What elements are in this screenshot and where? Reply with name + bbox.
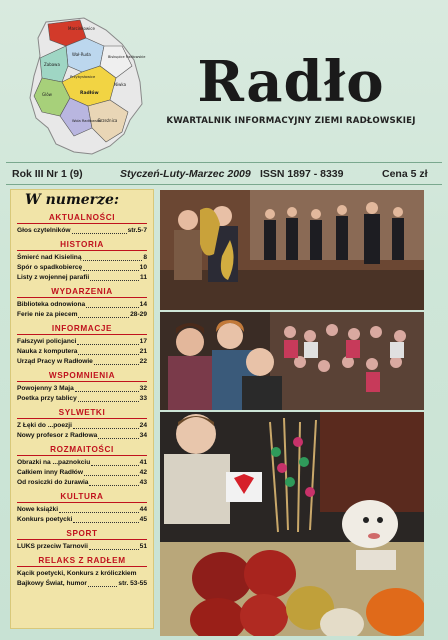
toc-leader-dots [88,579,117,587]
toc-entry-title: Kącik poetycki, Konkurs z króliczkiem [17,570,137,577]
toc-sections [17,213,147,589]
map-label: Glów [42,92,52,97]
toc-entry [17,458,147,468]
map-label: Niwka [114,82,127,87]
toc-leader-dots [59,505,139,513]
photo-brass-band [160,190,424,310]
toc-section [17,408,147,441]
toc-section-title: INFORMACJE [17,324,147,335]
toc-leader-dots [77,337,138,345]
toc-entry [17,478,147,488]
toc-entry-page: 51 [139,543,147,550]
toc-entry-page: 24 [139,422,147,429]
toc-leader-dots [83,253,143,261]
toc-entry-page: 22 [139,358,147,365]
toc-section [17,556,147,589]
toc-leader-dots [89,478,138,486]
toc-leader-dots [78,310,129,318]
map-label: Radłów [80,91,99,96]
toc-entry-page: 10 [139,264,147,271]
toc-leader-dots [78,394,139,402]
toc-section-title: KULTURA [17,492,147,503]
map-label: Wola Radłowska [72,119,102,123]
toc-section-title: WYDARZENIA [17,287,147,298]
toc-entry-page: 32 [139,385,147,392]
toc-entry [17,579,147,589]
toc-entry-title: Śmierć nad Kisieliną [17,254,82,261]
toc-leader-dots [73,515,138,523]
toc-leader-dots [75,384,139,392]
toc-entry [17,253,147,263]
toc-leader-dots [90,273,139,281]
toc-leader-dots [78,347,138,355]
toc-section-title: HISTORIA [17,240,147,251]
toc-entry-title: Nowy profesor z Radłowa [17,432,98,439]
toc-entry-page: str.5-7 [127,227,147,234]
toc-entry [17,300,147,310]
map-label: Przybysławice [70,75,96,79]
toc-entry-page: 28-29 [130,311,147,318]
toc-entry-title: Poetka przy tablicy [17,395,77,402]
toc-entry-page: 33 [139,395,147,402]
toc-section [17,371,147,404]
toc-entry-title: Od rosiczki do żurawia [17,479,89,486]
toc-leader-dots [86,300,139,308]
toc-entry-page: 44 [139,506,147,513]
toc-entry-title: Nowe książki [17,506,59,513]
toc-entry-page: 14 [139,301,147,308]
map-label: Biskupice Radłowskie [108,55,146,59]
toc-entry-title: Obrazki na ...paznokciu [17,459,91,466]
toc-section [17,492,147,525]
toc-entry [17,347,147,357]
toc-entry-title: LUKS przeciw Tarnovii [17,543,88,550]
toc-entry-title: Ferie nie za piecem [17,311,78,318]
toc-entry-page: 8 [143,254,147,261]
toc-leader-dots [91,458,138,466]
issn: ISSN 1897 - 8339 [260,168,344,180]
toc-entry [17,468,147,478]
toc-section [17,287,147,320]
toc-entry [17,337,147,347]
toc-entry-title: Całkiem inny Radłów [17,469,83,476]
toc-entry-title: Głos czytelników [17,227,71,234]
toc-entry [17,357,147,367]
toc-entry-title: Spór o spadkobiercę [17,264,83,271]
toc-section-title: SYLWETKI [17,408,147,419]
magazine-title: Radło [197,49,385,115]
divider [6,184,442,185]
toc-leader-dots [98,431,138,439]
toc-entry-title: Urząd Pracy w Radłowie [17,358,93,365]
toc-entry-title: Fałszywi policjanci [17,338,77,345]
toc-section-title: AKTUALNOŚCI [17,213,147,224]
toc-entry-page: 34 [139,432,147,439]
toc-entry-title: Biblioteka odnowiona [17,301,86,308]
toc-entry [17,421,147,431]
toc-entry-title: Powojenny 3 Maja [17,385,74,392]
toc-heading: W numerze: [25,192,120,208]
toc-section [17,324,147,367]
toc-entry [17,384,147,394]
toc-leader-dots [94,357,139,365]
issue-info-bar [8,168,440,182]
toc-entry [17,394,147,404]
toc-entry [17,505,147,515]
toc-section [17,213,147,236]
toc-leader-dots [72,226,127,234]
toc-entry [17,310,147,320]
toc-entry-title: Bajkowy Świat, humor [17,580,87,587]
toc-entry [17,431,147,441]
map-label: Marcinkowice [68,26,95,31]
toc-entry [17,226,147,236]
toc-entry-title: Z Łęki do ...poezji [17,422,72,429]
magazine-subtitle: KWARTALNIK INFORMACYJNY ZIEMI RADŁOWSKIEJ [166,116,416,126]
toc-entry-title: Nauka z komputera [17,348,78,355]
table-of-contents [10,189,154,629]
toc-section-title: SPORT [17,529,147,540]
price: Cena 5 zł [382,168,428,180]
toc-leader-dots [83,263,138,271]
toc-entry-page: 11 [140,274,147,281]
toc-entry-page: 21 [139,348,147,355]
toc-section [17,240,147,283]
toc-entry [17,273,147,283]
toc-section [17,445,147,488]
toc-entry-page: 42 [139,469,147,476]
toc-entry [17,263,147,273]
toc-section-title: RELAKS Z RADŁEM [17,556,147,567]
toc-entry-page: 41 [139,459,147,466]
map-label: Brzeźnica [98,118,118,123]
toc-section-title: ROZMAITOŚCI [17,445,147,456]
region-map [26,16,146,158]
divider [6,162,442,163]
toc-entry [17,515,147,525]
masthead [0,0,448,160]
toc-section [17,529,147,552]
toc-entry [17,542,147,552]
toc-entry [17,569,147,579]
issue-number: Rok III Nr 1 (9) [12,168,83,180]
toc-entry-title: Listy z wojennej parafii [17,274,90,281]
photo-children-group [160,312,424,410]
issue-months: Styczeń-Luty-Marzec 2009 [120,168,251,180]
toc-leader-dots [84,468,139,476]
toc-entry-page: str. 53-55 [118,580,147,587]
toc-entry-page: 17 [139,338,147,345]
toc-section-title: WSPOMNIENIA [17,371,147,382]
photo-easter-decorations [160,412,424,636]
map-label: Wał-Ruda [72,52,91,57]
toc-leader-dots [73,421,139,429]
toc-entry-title: Konkurs poetycki [17,516,73,523]
toc-leader-dots [89,542,139,550]
toc-entry-page: 45 [139,516,147,523]
toc-entry-page: 43 [139,479,147,486]
map-label: Zabawa [44,62,60,67]
